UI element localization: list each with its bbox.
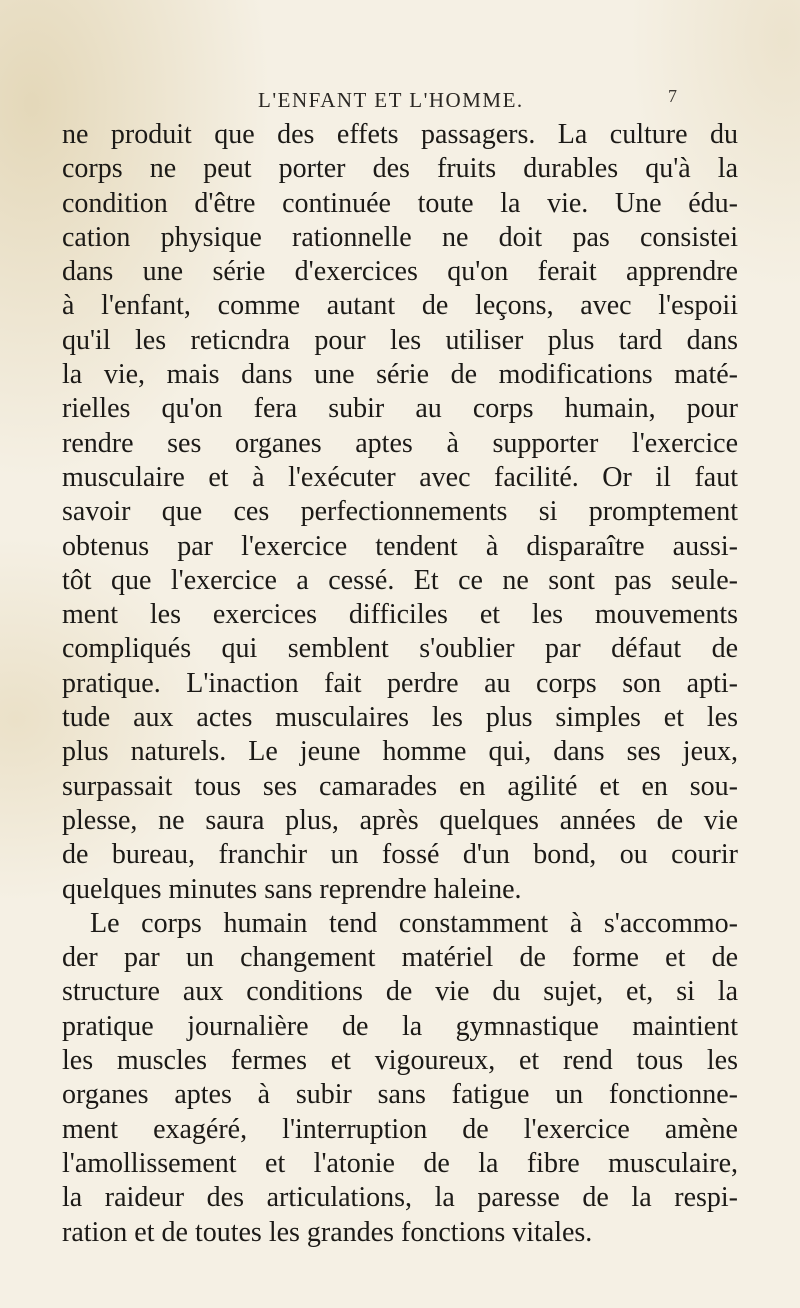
text-line: obtenus par l'exercice tendent à disparaître aussi- xyxy=(62,530,738,562)
text-line: tôt que l'exercice a cessé. Et ce ne sont pas seule- xyxy=(62,564,738,596)
text-line: pratique journalière de la gymnastique maintient xyxy=(62,1010,738,1042)
text-line: rendre ses organes aptes à supporter l'exercice xyxy=(62,427,738,459)
text-line: la vie, mais dans une série de modifications maté- xyxy=(62,359,738,391)
page-header xyxy=(0,88,800,118)
text-line: compliqués qui semblent s'oublier par défaut de xyxy=(62,633,738,665)
text-line: pratique. L'inaction fait perdre au corps son apti- xyxy=(62,667,738,699)
text-line: de bureau, franchir un fossé d'un bond, ou courir xyxy=(62,839,738,871)
text-line: structure aux conditions de vie du sujet, et, si la xyxy=(62,976,738,1008)
text-line: savoir que ces perfectionnements si promptement xyxy=(62,496,738,528)
text-line: la raideur des articulations, la paresse de la respi- xyxy=(62,1182,738,1214)
text-line: qu'il les reticndra pour les utiliser plus tard dans xyxy=(62,324,738,356)
text-line: ne produit que des effets passagers. La culture du xyxy=(62,119,738,150)
text-line: musculaire et à l'exécuter avec facilité. Or il faut xyxy=(62,461,738,493)
text-line: ment exagéré, l'interruption de l'exercice amène xyxy=(62,1113,738,1145)
text-line: à l'enfant, comme autant de leçons, avec l'espoii xyxy=(62,290,738,322)
text-line: der par un changement matériel de forme et de xyxy=(62,942,738,974)
text-line: dans une série d'exercices qu'on ferait apprendre xyxy=(62,256,738,288)
text-line: rielles qu'on fera subir au corps humain, pour xyxy=(62,393,738,425)
page-number: 7 xyxy=(668,86,677,106)
text-line: plesse, ne saura plus, après quelques années de vie xyxy=(62,804,738,836)
text-line: organes aptes à subir sans fatigue un fonctionne- xyxy=(62,1079,738,1111)
text-line: plus naturels. Le jeune homme qui, dans ses jeux, xyxy=(62,736,738,768)
body-text xyxy=(62,118,738,1250)
text-line: corps ne peut porter des fruits durables qu'à la xyxy=(62,153,738,185)
text-line: quelques minutes sans reprendre haleine. xyxy=(62,873,522,905)
text-line: surpassait tous ses camarades en agilité et en sou- xyxy=(62,770,738,802)
text-line: ration et de toutes les grandes fonctions vitales. xyxy=(62,1216,593,1248)
text-line: l'amollissement et l'atonie de la fibre musculaire, xyxy=(62,1147,738,1179)
text-line: condition d'être continuée toute la vie. Une édu- xyxy=(62,187,738,219)
text-line: Le corps humain tend constamment à s'accommo- xyxy=(90,907,738,939)
text-line: cation physique rationnelle ne doit pas consistei xyxy=(62,221,738,253)
text-line: ment les exercices difficiles et les mouvements xyxy=(62,599,738,631)
running-title: L'ENFANT ET L'HOMME. xyxy=(258,88,524,112)
text-line: les muscles fermes et vigoureux, et rend tous les xyxy=(62,1045,738,1077)
text-line: tude aux actes musculaires les plus simples et les xyxy=(62,702,738,734)
